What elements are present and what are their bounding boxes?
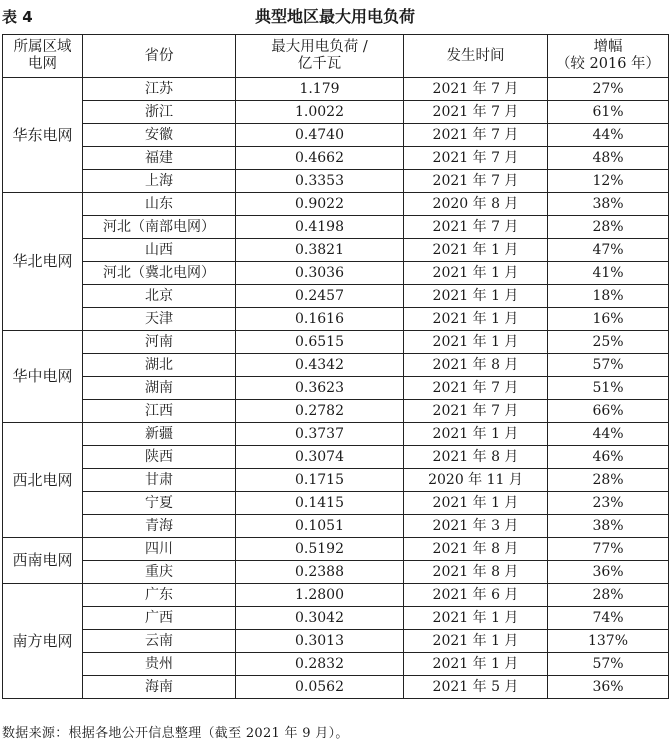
table-row — [3, 676, 669, 699]
table-row — [3, 170, 669, 193]
province-cell: 山西 — [83, 239, 236, 262]
table-row — [3, 653, 669, 676]
source-footnote: 数据来源：根据各地公开信息整理（截至 2021 年 9 月）。 — [2, 726, 349, 741]
header-load-line1: 最大用电负荷 / — [271, 39, 368, 55]
province-cell: 四川 — [83, 538, 236, 561]
table-row — [3, 446, 669, 469]
load-cell: 0.4198 — [236, 216, 404, 239]
growth-cell: 47% — [548, 239, 669, 262]
header-region-line2: 电网 — [28, 56, 57, 72]
growth-cell: 61% — [548, 101, 669, 124]
growth-cell: 36% — [548, 676, 669, 699]
growth-cell: 46% — [548, 446, 669, 469]
time-cell: 2021 年 7 月 — [404, 400, 548, 423]
load-cell: 0.2388 — [236, 561, 404, 584]
header-time: 发生时间 — [404, 35, 548, 78]
time-cell: 2021 年 1 月 — [404, 308, 548, 331]
table-body — [3, 78, 669, 699]
growth-cell: 28% — [548, 216, 669, 239]
load-cell: 0.4662 — [236, 147, 404, 170]
load-cell: 0.3013 — [236, 630, 404, 653]
table-title: 典型地区最大用电负荷 — [254, 7, 415, 26]
load-cell: 0.5192 — [236, 538, 404, 561]
time-cell: 2021 年 5 月 — [404, 676, 548, 699]
time-cell: 2021 年 1 月 — [404, 239, 548, 262]
province-cell: 福建 — [83, 147, 236, 170]
time-cell: 2021 年 7 月 — [404, 147, 548, 170]
table-row — [3, 377, 669, 400]
header-growth — [548, 35, 669, 78]
province-cell: 河南 — [83, 331, 236, 354]
growth-cell: 57% — [548, 354, 669, 377]
growth-cell: 28% — [548, 584, 669, 607]
growth-cell: 48% — [548, 147, 669, 170]
province-cell: 青海 — [83, 515, 236, 538]
table-row — [3, 239, 669, 262]
table-row — [3, 262, 669, 285]
growth-cell: 44% — [548, 423, 669, 446]
load-cell: 0.4342 — [236, 354, 404, 377]
load-cell: 0.3353 — [236, 170, 404, 193]
table-label: 表 4 — [2, 8, 33, 26]
time-cell: 2021 年 1 月 — [404, 423, 548, 446]
header-region-line1: 所属区域 — [13, 39, 72, 55]
table-row — [3, 331, 669, 354]
table-row — [3, 124, 669, 147]
load-cell: 0.3074 — [236, 446, 404, 469]
time-cell: 2021 年 1 月 — [404, 607, 548, 630]
growth-cell: 28% — [548, 469, 669, 492]
load-cell: 0.1051 — [236, 515, 404, 538]
region-cell: 西南电网 — [3, 538, 83, 584]
province-cell: 湖北 — [83, 354, 236, 377]
time-cell: 2020 年 11 月 — [404, 469, 548, 492]
time-cell: 2021 年 1 月 — [404, 492, 548, 515]
header-growth-line2: （较 2016 年） — [555, 56, 661, 72]
province-cell: 天津 — [83, 308, 236, 331]
growth-cell: 38% — [548, 193, 669, 216]
region-cell: 西北电网 — [3, 423, 83, 538]
table-row — [3, 492, 669, 515]
time-cell: 2021 年 8 月 — [404, 561, 548, 584]
load-cell: 1.0022 — [236, 101, 404, 124]
table-row — [3, 630, 669, 653]
header-row — [3, 35, 669, 78]
region-cell: 华北电网 — [3, 193, 83, 331]
region-cell: 南方电网 — [3, 584, 83, 699]
header-region — [3, 35, 83, 78]
time-cell: 2021 年 7 月 — [404, 124, 548, 147]
time-cell: 2021 年 7 月 — [404, 78, 548, 101]
load-cell: 0.1616 — [236, 308, 404, 331]
load-cell: 0.9022 — [236, 193, 404, 216]
load-cell: 0.3821 — [236, 239, 404, 262]
peak-load-table — [2, 34, 669, 699]
table-row — [3, 193, 669, 216]
table-row — [3, 354, 669, 377]
load-cell: 0.2782 — [236, 400, 404, 423]
province-cell: 广东 — [83, 584, 236, 607]
load-cell: 0.3623 — [236, 377, 404, 400]
header-load — [236, 35, 404, 78]
header-growth-line1: 增幅 — [593, 39, 623, 55]
table-row — [3, 561, 669, 584]
growth-cell: 57% — [548, 653, 669, 676]
province-cell: 上海 — [83, 170, 236, 193]
load-cell: 1.179 — [236, 78, 404, 101]
time-cell: 2021 年 7 月 — [404, 170, 548, 193]
table-row — [3, 78, 669, 101]
load-cell: 0.2832 — [236, 653, 404, 676]
table-caption — [0, 6, 670, 30]
province-cell: 宁夏 — [83, 492, 236, 515]
province-cell: 浙江 — [83, 101, 236, 124]
table-row — [3, 538, 669, 561]
load-cell: 0.3042 — [236, 607, 404, 630]
growth-cell: 77% — [548, 538, 669, 561]
growth-cell: 27% — [548, 78, 669, 101]
header-province: 省份 — [83, 35, 236, 78]
growth-cell: 36% — [548, 561, 669, 584]
time-cell: 2021 年 7 月 — [404, 377, 548, 400]
growth-cell: 23% — [548, 492, 669, 515]
time-cell: 2020 年 8 月 — [404, 193, 548, 216]
table-row — [3, 147, 669, 170]
province-cell: 河北（南部电网） — [83, 216, 236, 239]
province-cell: 海南 — [83, 676, 236, 699]
table-row — [3, 607, 669, 630]
table-row — [3, 216, 669, 239]
table-header — [3, 35, 669, 78]
load-cell: 0.2457 — [236, 285, 404, 308]
growth-cell: 16% — [548, 308, 669, 331]
table-row — [3, 469, 669, 492]
time-cell: 2021 年 1 月 — [404, 653, 548, 676]
region-cell: 华中电网 — [3, 331, 83, 423]
province-cell: 新疆 — [83, 423, 236, 446]
load-cell: 0.1715 — [236, 469, 404, 492]
growth-cell: 44% — [548, 124, 669, 147]
growth-cell: 137% — [548, 630, 669, 653]
load-cell: 0.3036 — [236, 262, 404, 285]
load-cell: 0.6515 — [236, 331, 404, 354]
growth-cell: 74% — [548, 607, 669, 630]
table-row — [3, 515, 669, 538]
province-cell: 北京 — [83, 285, 236, 308]
table-row — [3, 400, 669, 423]
time-cell: 2021 年 8 月 — [404, 354, 548, 377]
time-cell: 2021 年 1 月 — [404, 630, 548, 653]
growth-cell: 38% — [548, 515, 669, 538]
province-cell: 山东 — [83, 193, 236, 216]
province-cell: 甘肃 — [83, 469, 236, 492]
province-cell: 陕西 — [83, 446, 236, 469]
table-row — [3, 101, 669, 124]
time-cell: 2021 年 6 月 — [404, 584, 548, 607]
table-row — [3, 308, 669, 331]
load-cell: 0.3737 — [236, 423, 404, 446]
time-cell: 2021 年 1 月 — [404, 331, 548, 354]
growth-cell: 66% — [548, 400, 669, 423]
time-cell: 2021 年 1 月 — [404, 285, 548, 308]
province-cell: 江苏 — [83, 78, 236, 101]
header-load-line2: 亿千瓦 — [297, 56, 342, 72]
province-cell: 贵州 — [83, 653, 236, 676]
time-cell: 2021 年 8 月 — [404, 446, 548, 469]
time-cell: 2021 年 7 月 — [404, 101, 548, 124]
growth-cell: 51% — [548, 377, 669, 400]
province-cell: 安徽 — [83, 124, 236, 147]
table-row — [3, 423, 669, 446]
growth-cell: 41% — [548, 262, 669, 285]
province-cell: 湖南 — [83, 377, 236, 400]
load-cell: 0.0562 — [236, 676, 404, 699]
growth-cell: 18% — [548, 285, 669, 308]
load-cell: 1.2800 — [236, 584, 404, 607]
province-cell: 广西 — [83, 607, 236, 630]
time-cell: 2021 年 1 月 — [404, 262, 548, 285]
province-cell: 河北（冀北电网） — [83, 262, 236, 285]
load-cell: 0.4740 — [236, 124, 404, 147]
table-row — [3, 584, 669, 607]
time-cell: 2021 年 8 月 — [404, 538, 548, 561]
province-cell: 重庆 — [83, 561, 236, 584]
table-row — [3, 285, 669, 308]
province-cell: 云南 — [83, 630, 236, 653]
growth-cell: 12% — [548, 170, 669, 193]
region-cell: 华东电网 — [3, 78, 83, 193]
load-cell: 0.1415 — [236, 492, 404, 515]
growth-cell: 25% — [548, 331, 669, 354]
time-cell: 2021 年 7 月 — [404, 216, 548, 239]
time-cell: 2021 年 3 月 — [404, 515, 548, 538]
province-cell: 江西 — [83, 400, 236, 423]
